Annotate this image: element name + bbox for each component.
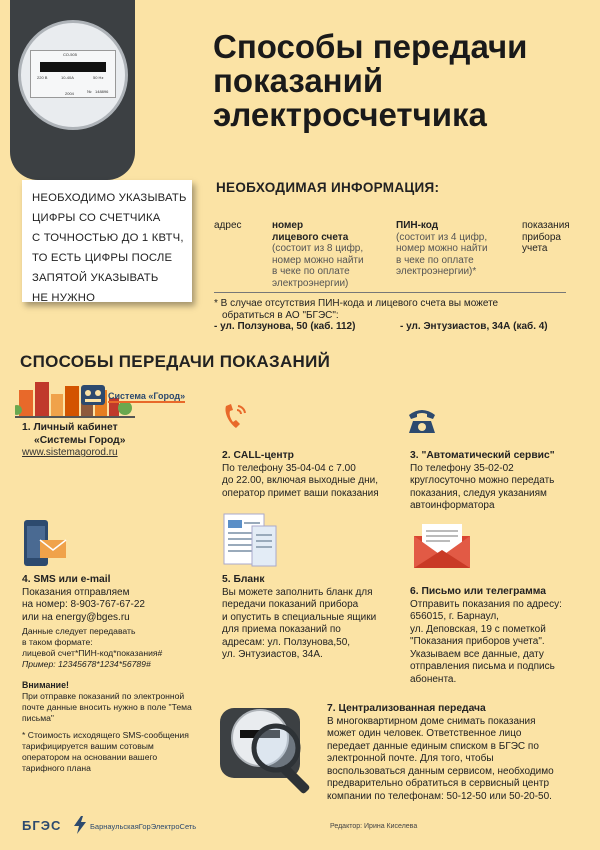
method-title: 1. Личный кабинет [22,422,118,433]
method-line: адресам: ул. Ползунова,50, [222,636,351,648]
method-line: для приема показаний по [222,624,341,635]
city-services-icon [80,384,106,406]
required-account [272,220,364,289]
cost-line: оператором на основании вашего [22,752,158,762]
account-title-1: номер [272,220,304,231]
method-title: 7. Централизованная передача [327,703,486,714]
bges-logo: БГЭС [22,818,62,833]
method-6 [410,586,562,686]
bolt-icon [72,815,88,835]
rotary-phone-icon [407,405,437,435]
method-title: 5. Бланк [222,574,265,585]
method-title: 2. CALL-центр [222,450,294,461]
meter-model: СО-505 [63,52,77,57]
meter-spec-left: 220 В [37,75,48,80]
meter-number-label: № [87,89,92,94]
pin-desc: в чеке по оплате [396,254,474,266]
method-title: 4. SMS или e-mail [22,574,111,585]
method-line: автоинформатора [410,500,495,511]
title-line-2: показаний [213,62,384,99]
method-line: передачи показаний прибора [222,599,359,610]
pin-desc: номер можно найти [396,243,488,254]
title-line-1: Способы передачи [213,28,528,65]
format-line: Данные следует передавать [22,626,136,636]
method-4 [22,574,145,624]
attention-line: письма" [22,713,54,723]
format-line: в таком формате: [22,637,93,647]
cost-line: тарифного плана [22,763,91,773]
page-title [213,30,593,132]
method-line: передает данные единым списком в БГЭС по [327,740,539,752]
form-icon [222,512,278,568]
method-line: или на energy@bges.ru [22,611,130,623]
meter-spec-mid: 10-40А [61,75,74,80]
method-line: По телефону 35-04-04 с 7.00 [222,462,356,474]
meter-spec-right: 50 Hz [93,75,104,80]
method-line: ул. Деповская, 19 с пометкой [410,623,546,635]
note-line: С ТОЧНОСТЬЮ ДО 1 КВТЧ, [32,232,184,244]
method-line: Отправить показания по адресу: [410,598,562,610]
divider [214,292,566,293]
method-1 [22,422,125,460]
sistemagorod-link[interactable]: www.sistemagorod.ru [22,447,118,458]
pin-desc: (состоит из 4 цифр, [396,231,488,243]
format-line: лицевой счет*ПИН-код*показания# [22,648,163,658]
required-pin [396,220,488,278]
method-line: круглосуточно можно передать [410,475,555,486]
method-line: Указываем все данные, дату [410,648,544,660]
note-box [22,180,192,302]
attention-line: При отправке показаний по электронной [22,691,185,701]
note-line: НЕОБХОДИМО УКАЗЫВАТЬ [32,192,187,204]
method-line: 656015, г. Барнаул, [410,611,499,622]
method-title: 3. "Автоматический сервис" [410,450,555,461]
readings-title: показания [522,220,570,231]
method-3 [410,450,555,513]
method-line: до 22.00, включая выходные дни, [222,475,378,486]
method-title: «Системы Город» [34,434,126,446]
required-info-heading: НЕОБХОДИМАЯ ИНФОРМАЦИЯ: [216,180,440,195]
account-desc: (состоит из 8 цифр, [272,243,364,254]
office-address-1: - ул. Ползунова, 50 (каб. 112) [214,321,356,332]
meter-plate [30,50,116,98]
title-line-3: электросчетчика [213,96,487,133]
account-title-2: лицевого счета [272,231,349,243]
footnote-line: * В случае отсутствия ПИН-кода и лицевого счета вы можете [214,298,499,309]
method-line: на номер: 8-903-767-67-22 [22,599,145,610]
meter-serial: 148896 [95,89,109,94]
method-line: компании по телефонам: 50-12-50 или 50-20-50. [327,790,552,802]
cost-line: тарифицируется вашим сотовым [22,741,154,751]
method-line: может один человек. Ответственное лицо [327,728,522,739]
methods-heading: СПОСОБЫ ПЕРЕДАЧИ ПОКАЗАНИЙ [20,352,331,371]
readings-title: учета [522,243,548,254]
note-line: НЕ НУЖНО [32,292,96,304]
footnote [214,298,584,321]
method-line: В многоквартирном доме снимать показания [327,715,536,727]
phone-icon [222,402,248,432]
method-line: оператор примет ваши показания [222,487,379,499]
attention-line: почте данные вносить нужно в поле "Тема [22,702,192,712]
pin-title: ПИН-код [396,220,439,231]
meter-year: 2004 [65,91,74,96]
account-desc: в чеке по оплате [272,266,350,277]
note-line: ЦИФРЫ СО СЧЕТЧИКА [32,212,161,224]
required-readings [522,220,570,255]
company-name: БарнаульскаяГорЭлектроСеть [90,822,197,831]
account-desc: номер можно найти [272,254,364,266]
method-2 [222,450,379,500]
note-line: ТО ЕСТЬ ЦИФРЫ ПОСЛЕ [32,252,173,264]
note-line: ЗАПЯТОЙ УКАЗЫВАТЬ [32,272,159,284]
method-line: Показания отправляем [22,586,130,598]
gorod-logo: Система «Город» [108,391,186,401]
sms-cost-note [22,730,189,774]
office-address-2: - ул. Энтузиастов, 34А (каб. 4) [400,321,548,332]
email-attention [22,680,192,724]
footnote-line: обратиться в АО "БГЭС": [222,309,339,321]
envelope-icon [412,520,472,570]
method-line: абонента. [410,673,457,685]
smartphone-mail-icon [20,518,70,570]
account-desc: электроэнергии) [272,277,349,289]
method-line: ул. Энтузиастов, 34А. [222,649,323,660]
meter-magnifier-icon [218,698,328,806]
method-line: воспользоваться данным сервисом, необходимо [327,765,554,777]
pin-desc: электроэнергии)* [396,266,477,277]
method-title: 6. Письмо или телеграмма [410,586,546,597]
method-7 [327,703,554,803]
readings-title: прибора [522,231,561,243]
method-line: отправления письма и подпись [410,661,555,672]
editor-credit: Редактор: Ирина Киселева [330,823,418,830]
method-line: электронной почте. Для того, чтобы [327,753,494,764]
method-line: и опустить в специальные ящики [222,611,377,623]
method-line: предварительно обратиться в сервисный центр [327,778,550,789]
method-line: Вы можете заполнить бланк для [222,586,373,598]
method-line: По телефону 35-02-02 [410,462,514,474]
sms-format [22,626,162,670]
format-example: Пример: 12345678*1234*56789# [22,659,151,669]
attention-title: Внимание! [22,680,69,690]
required-address: адрес [214,220,242,231]
meter-digits [40,62,106,72]
method-line: "Показания приборов учета". [410,636,545,647]
cost-line: * Стоимость исходящего SMS-сообщения [22,730,189,740]
method-line: показания, следуя указаниям [410,487,547,499]
method-5 [222,574,376,662]
